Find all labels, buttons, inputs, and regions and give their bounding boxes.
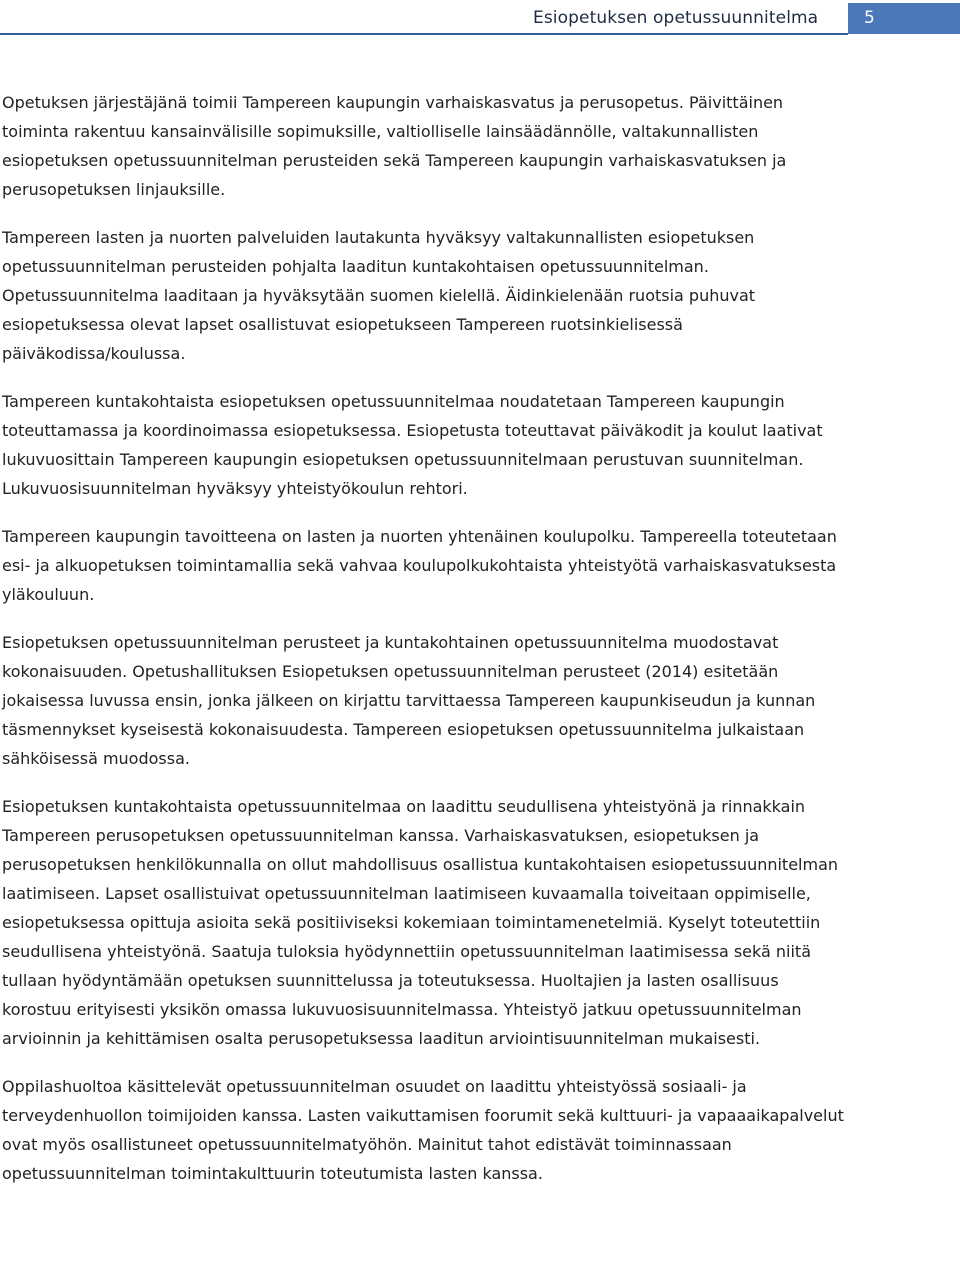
page-number: 5 xyxy=(864,8,875,28)
paragraph-2: Tampereen lasten ja nuorten palveluiden lautakunta hyväksyy valtakunnallisten esiopetuksen opetussuunnitelman perusteiden pohjalta laaditun kuntakohtaisen opetussuunnitelman. Opetussuunnitelma laaditaan ja hyväksytään suomen kielellä. Äidinkielenään ruotsia puhuvat esiopetuksessa olevat lapset osallistuvat esiopetukseen Tampereen ruotsinkielisessä päiväkodissa/koulussa. xyxy=(2,228,756,363)
paragraph-4: Tampereen kaupungin tavoitteena on lasten ja nuorten yhtenäinen koulupolku. Tampereella toteutetaan esi- ja alkuopetuksen toimintamallia sekä vahvaa koulupolkukohtaista yhteistyötä varhaiskasvatuksesta yläkouluun. xyxy=(2,527,837,604)
paragraph-7: Oppilashuoltoa käsittelevät opetussuunnitelman osuudet on laadittu yhteistyössä sosiaali- ja terveydenhuollon toimijoiden kanssa. Lasten vaikuttamisen foorumit sekä kulttuuri- ja vapaaaikapalvelut ovat myös osallistuneet opetussuunnitelmatyöhön. Mainitut tahot edistävät toiminnassaan opetussuunnitelman toimintakulttuurin toteutumista lasten kanssa. xyxy=(2,1077,844,1183)
document-title: Esiopetuksen opetussuunnitelma xyxy=(533,8,819,28)
paragraph-5: Esiopetuksen opetussuunnitelman perusteet ja kuntakohtainen opetussuunnitelma muodostavat kokonaisuuden. Opetushallituksen Esiopetuksen opetussuunnitelman perusteet (2014) esitetään jokaisessa luvussa ensin, jonka jälkeen on kirjattu tarvittaessa Tampereen kaupunkiseudun ja kunnan täsmennykset kyseisestä kokonaisuudesta. Tampereen esiopetuksen opetussuunnitelma julkaistaan sähköisessä muodossa. xyxy=(2,633,816,768)
paragraph-6: Esiopetuksen kuntakohtaista opetussuunnitelmaa on laadittu seudullisena yhteistyönä ja rinnakkain Tampereen perusopetuksen opetussuunnitelman kanssa. Varhaiskasvatuksen, esiopetuksen ja perusopetuksen henkilökunnalla on ollut mahdollisuus osallistua kuntakohtaisen esiopetussuunnitelman laatimiseen. Lapset osallistuivat opetussuunnitelman laatimiseen kuvaamalla toiveitaan oppimiselle, esiopetuksessa opittuja asioita sekä positiiviseksi kokemiaan toimintamenetelmiä. Kyselyt toteutettiin seudullisena yhteistyönä. Saatuja tuloksia hyödynnettiin opetussuunnitelman laatimisessa sekä niitä tullaan hyödyntämään opetuksen suunnittelussa ja toteutuksessa. Huoltajien ja lasten osallisuus korostuu erityisesti yksikön omassa lukuvuosisuunnitelmassa. Yhteistyö jatkuu opetussuunnitelman arvioinnin ja kehittämisen osalta perusopetuksessa laaditun arviointisuunnitelman mukaisesti. xyxy=(2,797,839,1048)
page-header xyxy=(0,0,960,36)
header-divider xyxy=(0,33,848,35)
page-number-badge xyxy=(848,3,960,34)
paragraph-1: Opetuksen järjestäjänä toimii Tampereen kaupungin varhaiskasvatus ja perusopetus. Päivittäinen toiminta rakentuu kansainvälisille sopimuksille, valtiolliselle lainsäädännölle, valtakunnallisten esiopetuksen opetussuunnitelman perusteiden sekä Tampereen kaupungin varhaiskasvatuksen ja perusopetuksen linjauksille. xyxy=(2,93,787,199)
paragraph-3: Tampereen kuntakohtaista esiopetuksen opetussuunnitelmaa noudatetaan Tampereen kaupungin toteuttamassa ja koordinoimassa esiopetuksessa. Esiopetusta toteuttavat päiväkodit ja koulut laativat lukuvuosittain Tampereen kaupungin esiopetuksen opetussuunnitelmaan perustuvan suunnitelman. Lukuvuosisuunnitelman hyväksyy yhteistyökoulun rehtori. xyxy=(2,392,823,498)
document-body xyxy=(2,88,844,1207)
